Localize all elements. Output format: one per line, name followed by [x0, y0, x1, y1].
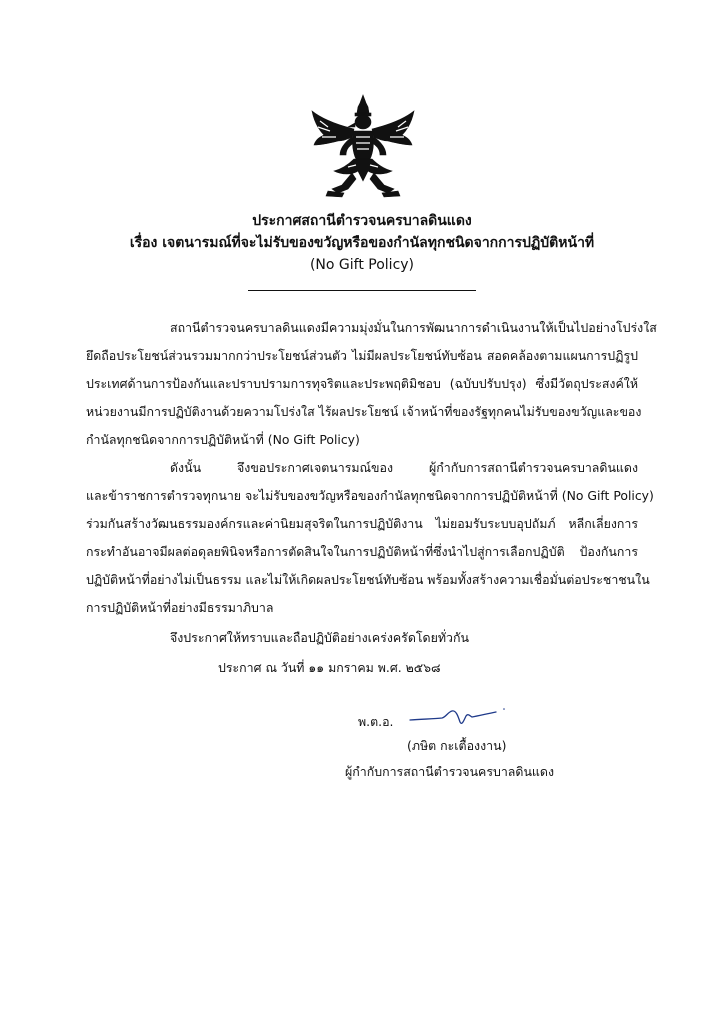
paragraph-line: กระทำอันอาจมีผลต่อดุลยพินิจหรือการตัดสินใจในการปฏิบัติหน้าที่ซึ่งนำไปสู่การเลือกปฏิบัติ ป้องกันการ — [86, 544, 638, 559]
closing-statement: จึงประกาศให้ทราบและถือปฏิบัติอย่างเคร่งครัดโดยทั่วกัน — [170, 630, 469, 645]
handwritten-signature — [408, 704, 508, 732]
paragraph-line: ประเทศด้านการป้องกันและปราบปรามการทุจริตและประพฤติมิชอบ (ฉบับปรับปรุง) ซึ่งมีวัตถุประสงค์ให้ — [86, 376, 638, 391]
signatory-rank: พ.ต.อ. — [358, 714, 394, 729]
paragraph-line: กำนัลทุกชนิดจากการปฏิบัติหน้าที่ (No Gift Policy) — [86, 432, 360, 447]
paragraph-line: และข้าราชการตำรวจทุกนาย จะไม่รับของขวัญหรือของกำนัลทุกชนิดจากการปฏิบัติหน้าที่ (No Gift Policy) — [86, 488, 654, 503]
announcement-date: ประกาศ ณ วันที่ ๑๑ มกราคม พ.ศ. ๒๕๖๘ — [218, 660, 441, 675]
paragraph-line: หน่วยงานมีการปฏิบัติงานด้วยความโปร่งใส ไร้ผลประโยชน์ เจ้าหน้าที่ของรัฐทุกคนไม่รับของขวัญและของ — [86, 404, 642, 419]
paragraph-line: ยึดถือประโยชน์ส่วนรวมมากกว่าประโยชน์ส่วนตัว ไม่มีผลประโยชน์ทับซ้อน สอดคล้องตามแผนการปฏิรูป — [86, 348, 638, 363]
paragraph-line: ดังนั้น จึงขอประกาศเจตนารมณ์ของ ผู้กำกับการสถานีตำรวจนครบาลดินแดง — [170, 460, 638, 475]
paragraph-line: ร่วมกันสร้างวัฒนธรรมองค์กรและค่านิยมสุจริตในการปฏิบัติงาน ไม่ยอมรับระบบอุปถัมภ์ หลีกเลี่ยงการ — [86, 516, 638, 531]
paragraph-line: การปฏิบัติหน้าที่อย่างมีธรรมาภิบาล — [86, 600, 274, 615]
signatory-position: ผู้กำกับการสถานีตำรวจนครบาลดินแดง — [345, 764, 555, 779]
garuda-emblem-icon — [308, 93, 418, 201]
announcement-org-title: ประกาศสถานีตำรวจนครบาลดินแดง — [252, 213, 472, 229]
announcement-subject: เรื่อง เจตนารมณ์ที่จะไม่รับของขวัญหรือของกำนัลทุกชนิดจากการปฏิบัติหน้าที่ — [129, 235, 595, 251]
title-divider — [248, 290, 476, 291]
paragraph-line: ปฏิบัติหน้าที่อย่างไม่เป็นธรรม และไม่ให้เกิดผลประโยชน์ทับซ้อน พร้อมทั้งสร้างความเชื่อมั่นต่อประชาชนใน — [86, 572, 650, 587]
announcement-subtitle: (No Gift Policy) — [309, 257, 415, 273]
paragraph-line: สถานีตำรวจนครบาลดินแดงมีความมุ่งมั่นในการพัฒนาการดำเนินงานให้เป็นไปอย่างโปร่งใส — [170, 320, 657, 335]
signatory-name: (ภษิต กะเตื้องงาน) — [407, 738, 507, 753]
